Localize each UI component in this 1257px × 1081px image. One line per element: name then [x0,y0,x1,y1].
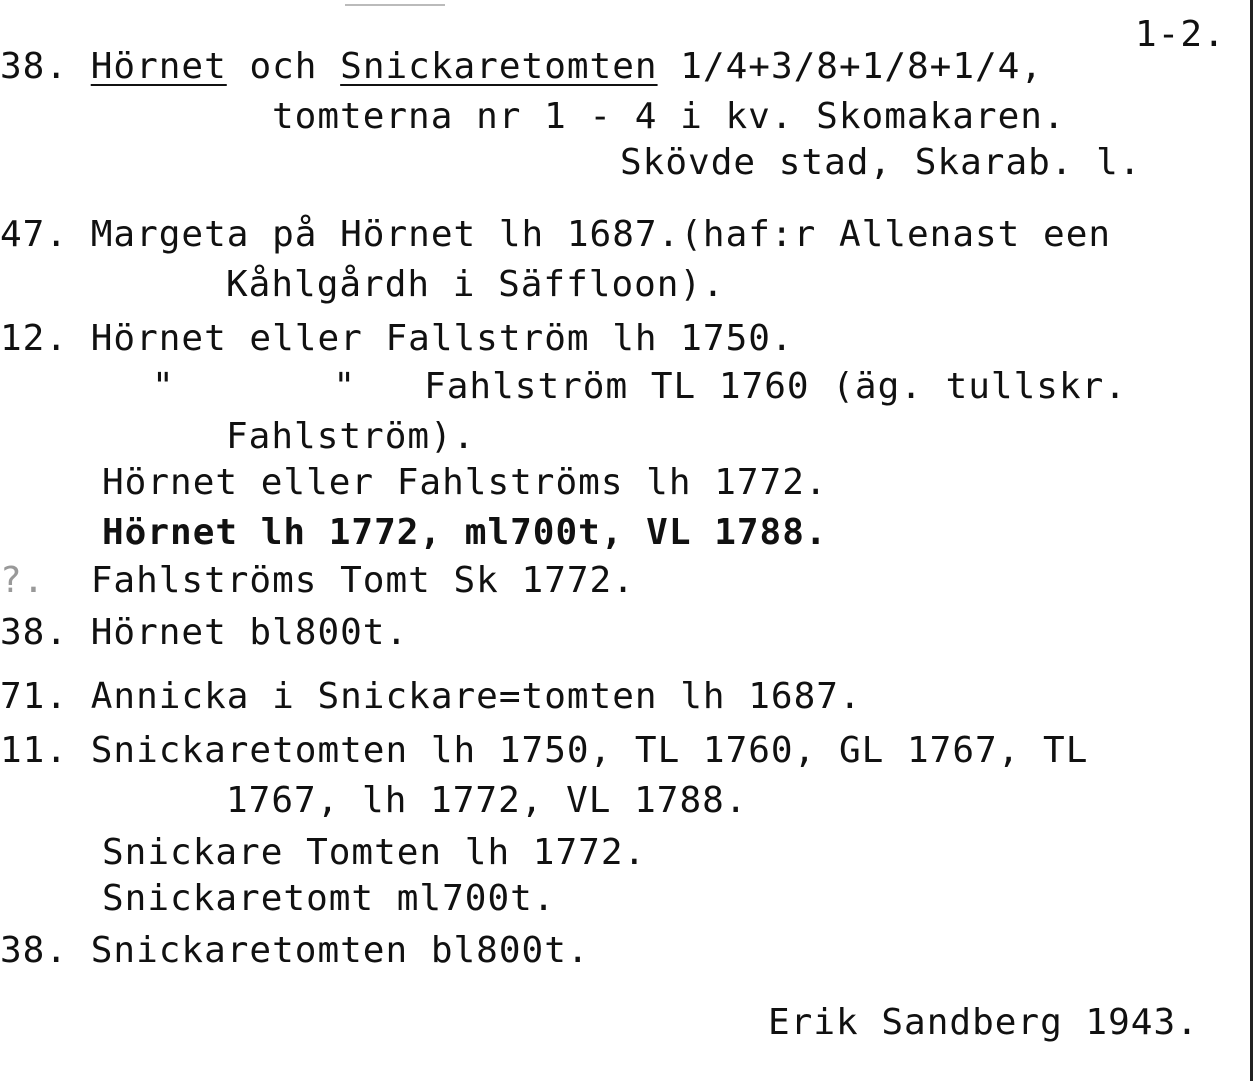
entry-number: 47. [0,214,69,255]
entry-text: Snickaretomten lh 1750, TL 1760, GL 1767, TL [90,730,1089,771]
entry-row [0,214,1111,256]
entry-number: 71. [0,676,69,717]
entry-row: Fahlström). [226,416,476,457]
heading-line-1 [0,46,1043,88]
entry-number: 38. [0,930,69,971]
entry-row: 1767, lh 1772, VL 1788. [226,780,748,821]
entry-row: Kåhlgårdh i Säffloon). [226,264,725,305]
card-right-edge [1250,0,1253,1081]
entry-text: Annicka i Snickare=tomten lh 1687. [90,676,862,717]
entry-row [0,930,590,972]
heading-och: och [226,46,341,87]
entry-row: Snickare Tomten lh 1772. [102,832,647,873]
heading-line-3: Skövde stad, Skarab. l. [620,142,1142,183]
heading-name-snickaretomten: Snickaretomten [340,46,658,87]
heading-line-2: tomterna nr 1 - 4 i kv. Skomakaren. [272,96,1066,137]
entry-row [0,730,1088,772]
entry-text: Hörnet bl800t. [90,612,409,653]
entry-text: Hörnet eller Fallström lh 1750. [90,318,794,359]
entry-row: Hörnet lh 1772, ml700t, VL 1788. [102,512,828,553]
entry-text: Margeta på Hörnet lh 1687.(haf:r Allenast een [90,214,1112,255]
entry-row: " " Fahlström TL 1760 (äg. tullskr. [152,366,1127,407]
entry-row [0,612,408,654]
heading-number: 38. [0,46,69,87]
entry-row: Snickaretomt ml700t. [102,878,556,919]
entry-row [0,676,862,718]
top-mark [345,4,445,6]
entry-row [0,560,635,602]
entry-number: 11. [0,730,69,771]
entry-number: 12. [0,318,69,359]
entry-text: Fahlströms Tomt Sk 1772. [90,560,635,601]
heading-shares: 1/4+3/8+1/8+1/4, [657,46,1044,87]
entry-number: 38. [0,612,69,653]
entry-text: Snickaretomten bl800t. [90,930,590,971]
heading-name-hornet: Hörnet [90,46,227,87]
entry-row: Hörnet eller Fahlströms lh 1772. [102,462,828,503]
page-number: 1-2. [1135,14,1226,55]
entry-row [0,318,794,360]
signature: Erik Sandberg 1943. [768,1002,1199,1043]
entry-number: ?. [0,560,46,601]
